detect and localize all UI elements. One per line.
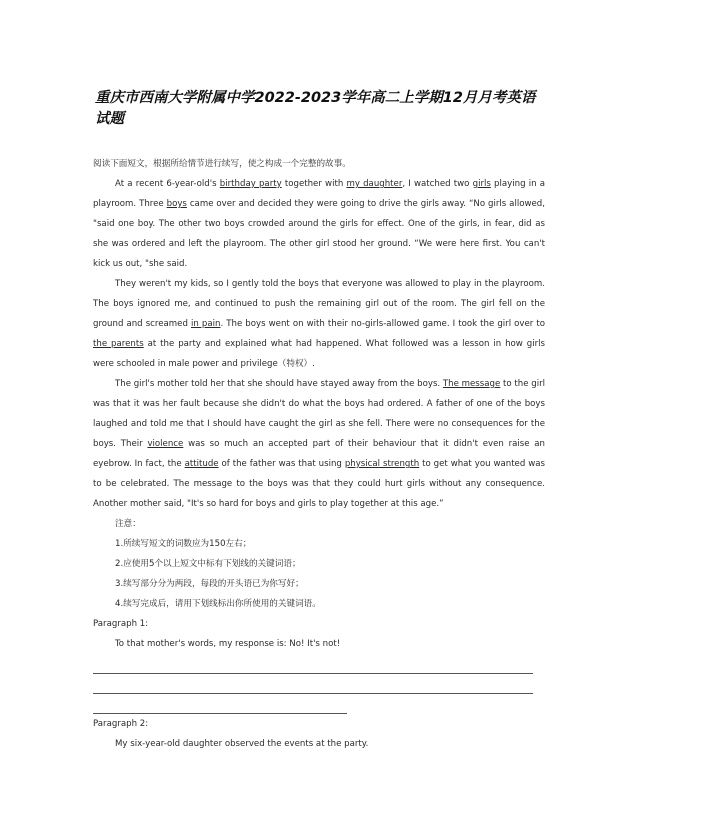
paragraph-2-label: Paragraph 2: xyxy=(93,719,149,729)
writing-line[interactable] xyxy=(93,654,533,674)
story-text: They weren't my kids, so I gently told the boys that everyone was allowed to play in the playroom. The boys ignored me, and continued to push the remaining girl out of the room. The girl fell on the ground and screamed xyxy=(93,279,545,329)
note-item: 1.所续写短文的词数应为150左右； xyxy=(115,539,252,549)
keyword-birthday-party: birthday party xyxy=(219,179,282,189)
keyword-boys: boys xyxy=(166,199,187,209)
story-text: of the father was that using xyxy=(218,459,345,469)
keyword-the-parents: the parents xyxy=(93,339,144,349)
keyword-physical-strength: physical strength xyxy=(344,459,420,469)
keyword-the-message: The message xyxy=(442,379,501,389)
keyword-girls: girls xyxy=(472,179,491,189)
document-body xyxy=(93,154,545,754)
paragraph-2-opening: My six-year-old daughter observed the events at the party. xyxy=(115,739,369,749)
document-title: 重庆市西南大学附属中学2022-2023学年高二上学期12月月考英语试题 xyxy=(95,90,536,127)
keyword-violence: violence xyxy=(147,439,184,449)
note-item: 2.应使用5个以上短文中标有下划线的关键词语； xyxy=(115,559,301,569)
story-text: together with xyxy=(281,179,347,189)
keyword-attitude: attitude xyxy=(184,459,219,469)
story-paragraph-3 xyxy=(93,374,545,514)
notes-heading: 注意： xyxy=(115,519,141,529)
story-paragraph-1 xyxy=(93,174,545,274)
instruction-text: 阅读下面短文，根据所给情节进行续写，使之构成一个完整的故事。 xyxy=(93,159,351,169)
story-text: came over and decided they were going to drive the girls away. “No girls allowed, "said one boy. The other two boys crowded around the girls for effect. One of the girls, in fear, did as she was ordered and left the playroom. The other girl stood her ground. “We were here first. You can't kick us out, "she said. xyxy=(93,199,545,269)
story-text: . The boys went on with their no-girls-allowed game. I took the girl over to xyxy=(220,319,546,329)
writing-line[interactable] xyxy=(93,674,533,694)
keyword-my-daughter: my daughter xyxy=(346,179,403,189)
story-text: At a recent 6-year-old's xyxy=(115,179,220,189)
story-text: to the girl was that it was her fault because she didn't do what the boys had ordered. A father of one of the boys laughed and told me that I should have caught the girl as she fell. There were no consequences for the boys. Their xyxy=(93,379,546,449)
note-item: 4.续写完成后，请用下划线标出你所使用的关键词语。 xyxy=(115,599,321,609)
paragraph-1-label: Paragraph 1: xyxy=(93,619,149,629)
story-text: was so much an accepted part of their behaviour that it didn't even raise an eyebrow. In fact, the xyxy=(93,439,546,469)
story-text: playing in a playroom. Three xyxy=(93,179,545,209)
story-text: The girl's mother told her that she should have stayed away from the boys. xyxy=(115,379,443,389)
story-paragraph-2 xyxy=(93,274,545,374)
story-text: to get what you wanted was to be celebrated. The message to the boys was that they could hurt girls without any consequence. Another mother said, "It's so hard for boys and girls to play together at this age.” xyxy=(93,459,545,509)
writing-line[interactable] xyxy=(93,694,347,714)
keyword-in-pain: in pain xyxy=(190,319,221,329)
paragraph-1-opening: To that mother's words, my response is: No! It's not! xyxy=(115,639,341,649)
note-item: 3.续写部分分为两段，每段的开头语已为你写好； xyxy=(115,579,304,589)
story-text: , I watched two xyxy=(402,179,473,189)
story-text: at the party and explained what had happened. What followed was a lesson in how girls were schooled in male power and privilege（特权）. xyxy=(93,339,546,369)
